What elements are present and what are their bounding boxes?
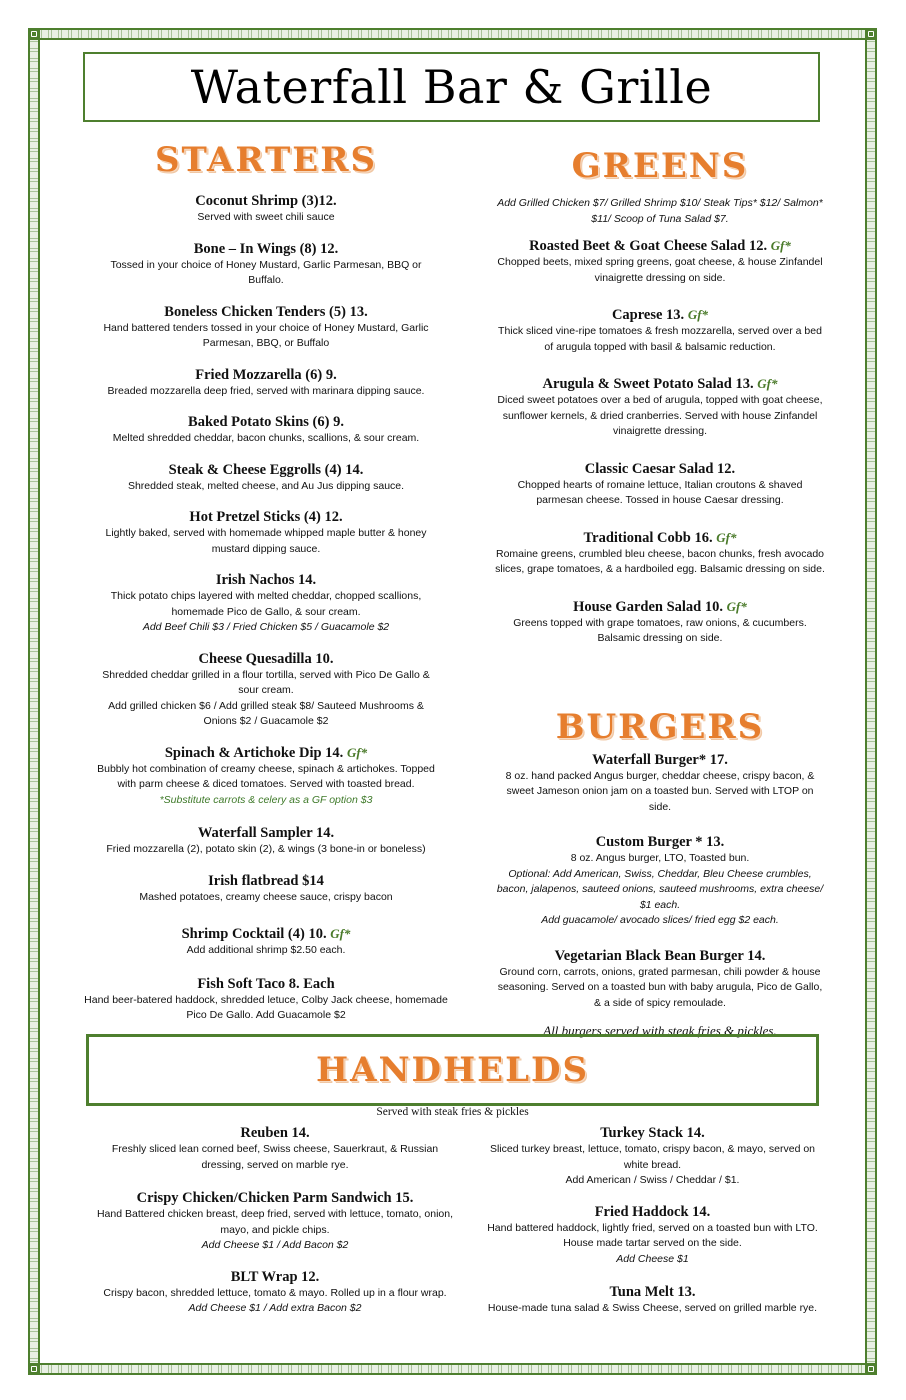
menu-item [495, 751, 825, 816]
section-title-burgers: BURGERS [555, 706, 765, 747]
section-title-starters: STARTERS [154, 140, 378, 180]
menu-item [96, 571, 436, 636]
gluten-free-badge: Gf* [726, 598, 747, 614]
item-name-row [96, 925, 436, 943]
gluten-free-badge: Gf* [716, 529, 737, 545]
item-optional: Optional: Add American, Swiss, Cheddar, Bleu Cheese crumbles, bacon, jalapenos, sauteed onions, sauteed mushrooms, extra cheese/ $1 each. [496, 867, 824, 911]
item-name: Classic Caesar Salad 12. [584, 460, 736, 477]
item-description: Lightly baked, served with homemade whipped maple butter & honey mustard dipping sauce. [105, 527, 427, 555]
item-name: Reuben 14. [240, 1125, 310, 1141]
item-description: Melted shredded cheddar, bacon chunks, scallions, & sour cream. [112, 432, 420, 444]
menu-item [96, 1189, 454, 1254]
menu-item [480, 1203, 825, 1268]
menu-item [495, 947, 825, 1012]
item-addon: Add Cheese $1 [616, 1252, 689, 1265]
starters-section [84, 140, 448, 1024]
border-top [28, 28, 877, 40]
item-addon: Add Cheese $1 / Add extra Bacon $2 [188, 1302, 362, 1314]
menu-item [96, 744, 436, 809]
item-description: Hand battered haddock, lightly fried, served on a toasted bun with LTO. House made tartar served on the side. [487, 1221, 818, 1249]
gluten-free-badge: Gf* [346, 744, 368, 760]
greens-addons: Add Grilled Chicken $7/ Grilled Shrimp $10/ Steak Tips* $12/ Salmon* $11/ Scoop of Tuna Salad $7. [497, 197, 823, 225]
border-bottom [28, 1363, 877, 1375]
item-name: Irish flatbread $14 [208, 872, 324, 889]
item-name: Fish Soft Taco 8. Each [197, 975, 335, 992]
menu-item [96, 366, 436, 400]
section-title-greens: GREENS [571, 146, 749, 186]
item-description: Chopped hearts of romaine lettuce, Italian croutons & shaved parmesan cheese. Tossed in house Caesar dressing. [517, 478, 803, 506]
item-name: Shrimp Cocktail (4) 10. [181, 926, 327, 942]
item-name: Roasted Beet & Goat Cheese Salad 12. [529, 238, 768, 254]
item-addon: Add grilled chicken $6 / Add grilled steak $8/ Sauteed Mushrooms & Onions $2 / Guacamole $2 [108, 699, 424, 727]
item-addon: Add American / Swiss / Cheddar / $1. [565, 1174, 740, 1186]
item-name: Arugula & Sweet Potato Salad 13. [542, 376, 754, 392]
item-description: Served with sweet chili sauce [197, 211, 335, 223]
gluten-free-badge: Gf* [757, 376, 778, 391]
item-description: Freshly sliced lean corned beef, Swiss cheese, Sauerkraut, & Russian dressing, served on marble rye. [111, 1143, 439, 1171]
burgers-footer: All burgers served with steak fries & pickles. [543, 1023, 777, 1038]
item-name: Boneless Chicken Tenders (5) 13. [164, 303, 368, 320]
menu-item [96, 192, 436, 226]
handhelds-right-column [480, 1124, 825, 1317]
gluten-free-badge: Gf* [687, 307, 709, 322]
item-name: Caprese 13. [611, 307, 685, 323]
item-description: Hand beer-batered haddock, shredded letuce, Colby Jack cheese, homemade Pico De Gallo. Add Guacamole $2 [84, 993, 448, 1021]
item-description: Shredded cheddar grilled in a flour tortilla, served with Pico De Gallo & sour cream. [102, 668, 430, 696]
menu-item [96, 872, 436, 906]
item-name: House Garden Salad 10. [573, 598, 723, 615]
border-corner-icon [865, 1363, 877, 1375]
burgers-section [495, 707, 825, 1040]
item-description: Bubbly hot combination of creamy cheese, spinach & artichokes. Topped with parm cheese & diced tomatoes. Served with toasted bread. [97, 762, 435, 790]
menu-item [495, 598, 825, 647]
item-description: 8 oz. Angus burger, LTO, Toasted bun. [570, 852, 750, 864]
menu-item [480, 1124, 825, 1189]
menu-item [495, 460, 825, 509]
menu-item [96, 303, 436, 352]
item-description: Ground corn, carrots, onions, grated parmesan, chili powder & house seasoning. Served on a toasted bun with baby arugula, Pico de Gallo, & a side of spicy remoulade. [497, 965, 823, 1009]
gluten-free-badge: Gf* [770, 238, 791, 253]
item-name: Irish Nachos 14. [215, 572, 317, 588]
item-name: Waterfall Burger* 17. [592, 751, 728, 768]
item-description: House-made tuna salad & Swiss Cheese, served on grilled marble rye. [487, 1302, 818, 1314]
item-description: Diced sweet potatoes over a bed of arugula, topped with goat cheese, sunflower kernels, & dried cranberries. Served with house Zinfandel vinaigrette dressing. [497, 394, 823, 437]
item-description: Breaded mozzarella deep fried, served with marinara dipping sauce. [107, 384, 425, 397]
item-description: 8 oz. hand packed Angus burger, cheddar cheese, crispy bacon, & sweet Jameson onion jam on a toasted bun. Served with LTOP on side. [505, 769, 815, 813]
item-name: Vegetarian Black Bean Burger 14. [554, 947, 766, 964]
item-name: Custom Burger * 13. [595, 834, 725, 850]
item-name: Bone – In Wings (8) 12. [193, 240, 339, 257]
menu-item [480, 1283, 825, 1317]
border-left [28, 28, 40, 1375]
item-name: Fried Mozzarella (6) 9. [195, 366, 337, 383]
title-box [83, 52, 820, 122]
menu-item [96, 925, 436, 959]
menu-item [96, 461, 436, 495]
item-description: Romaine greens, crumbled bleu cheese, bacon chunks, fresh avocado slices, grape tomatoes, & a hardboiled egg. Balsamic dressing on side. [495, 547, 825, 575]
menu-item [96, 240, 436, 289]
item-name: Tuna Melt 13. [609, 1284, 696, 1300]
item-description: Tossed in your choice of Honey Mustard, Garlic Parmesan, BBQ or Buffalo. [110, 258, 422, 286]
item-name: Spinach & Artichoke Dip 14. [164, 744, 344, 761]
menu-item [495, 833, 825, 929]
item-name: Waterfall Sampler 14. [197, 825, 335, 841]
item-name: Crispy Chicken/Chicken Parm Sandwich 15. [136, 1190, 414, 1206]
menu-item [96, 650, 436, 730]
item-name: Coconut Shrimp (3)12. [195, 193, 337, 209]
item-name: Baked Potato Skins (6) 9. [188, 414, 344, 430]
item-addon: Add guacamole/ avocado slices/ fried egg $2 each. [541, 914, 779, 926]
item-description: Sliced turkey breast, lettuce, tomato, crispy bacon, & mayo, served on white bread. [489, 1143, 816, 1171]
item-description: Greens topped with grape tomatoes, raw onions, & cucumbers. Balsamic dressing on side. [513, 616, 807, 644]
item-description: Hand Battered chicken breast, deep fried, served with lettuce, tomato, onion, mayo, and pickle chips. [96, 1208, 454, 1236]
section-title-handhelds: HANDHELDS [315, 1050, 590, 1090]
item-name: Cheese Quesadilla 10. [198, 650, 334, 667]
gluten-free-badge: Gf* [330, 926, 351, 941]
greens-section [495, 140, 825, 1039]
item-name: Turkey Stack 14. [600, 1125, 705, 1141]
item-name: BLT Wrap 12. [230, 1268, 320, 1285]
gf-note: *Substitute carrots & celery as a GF option $3 [159, 793, 373, 806]
item-description: Crispy bacon, shredded lettuce, tomato & mayo. Rolled up in a flour wrap. [103, 1286, 447, 1299]
item-addon: Add Cheese $1 / Add Bacon $2 [201, 1239, 349, 1251]
border-corner-icon [28, 28, 40, 40]
item-name: Hot Pretzel Sticks (4) 12. [189, 509, 343, 525]
menu-item [84, 975, 448, 1024]
handhelds-left-column [96, 1124, 454, 1317]
page-title: Waterfall Bar & Grille [190, 60, 713, 114]
menu-item [96, 508, 436, 557]
item-name-row [96, 744, 436, 762]
menu-item [96, 1124, 454, 1173]
item-description: Hand battered tenders tossed in your choice of Honey Mustard, Garlic Parmesan, BBQ, or Buffalo [103, 321, 429, 349]
item-description: Add additional shrimp $2.50 each. [186, 944, 346, 956]
menu-item [96, 824, 436, 858]
handhelds-subtitle: Served with steak fries & pickles [376, 1106, 529, 1118]
handhelds-title-box [86, 1034, 819, 1106]
item-name: Fried Haddock 14. [594, 1203, 711, 1220]
item-description: Thick potato chips layered with melted cheddar, chopped scallions, homemade Pico de Gallo, & sour cream. [110, 590, 422, 618]
item-description: Mashed potatoes, creamy cheese sauce, crispy bacon [139, 890, 393, 903]
item-description: Fried mozzarella (2), potato skin (2), & wings (3 bone-in or boneless) [106, 843, 426, 855]
item-name: Traditional Cobb 16. [583, 529, 713, 546]
border-right [865, 28, 877, 1375]
item-description: Thick sliced vine-ripe tomatoes & fresh mozzarella, served over a bed of arugula topped with basil & balsamic reduction. [498, 325, 822, 353]
menu-item [495, 529, 825, 578]
item-description: Shredded steak, melted cheese, and Au Jus dipping sauce. [127, 479, 405, 492]
border-corner-icon [28, 1363, 40, 1375]
menu-item [96, 1268, 454, 1317]
item-description: Chopped beets, mixed spring greens, goat cheese, & house Zinfandel vinaigrette dressing on side. [497, 256, 823, 284]
menu-item [96, 413, 436, 447]
menu-item [495, 306, 825, 355]
item-addon: Add Beef Chili $3 / Fried Chicken $5 / Guacamole $2 [142, 621, 390, 633]
item-name: Steak & Cheese Eggrolls (4) 14. [168, 461, 364, 478]
menu-item [495, 375, 825, 440]
menu-item [495, 237, 825, 286]
border-corner-icon [865, 28, 877, 40]
